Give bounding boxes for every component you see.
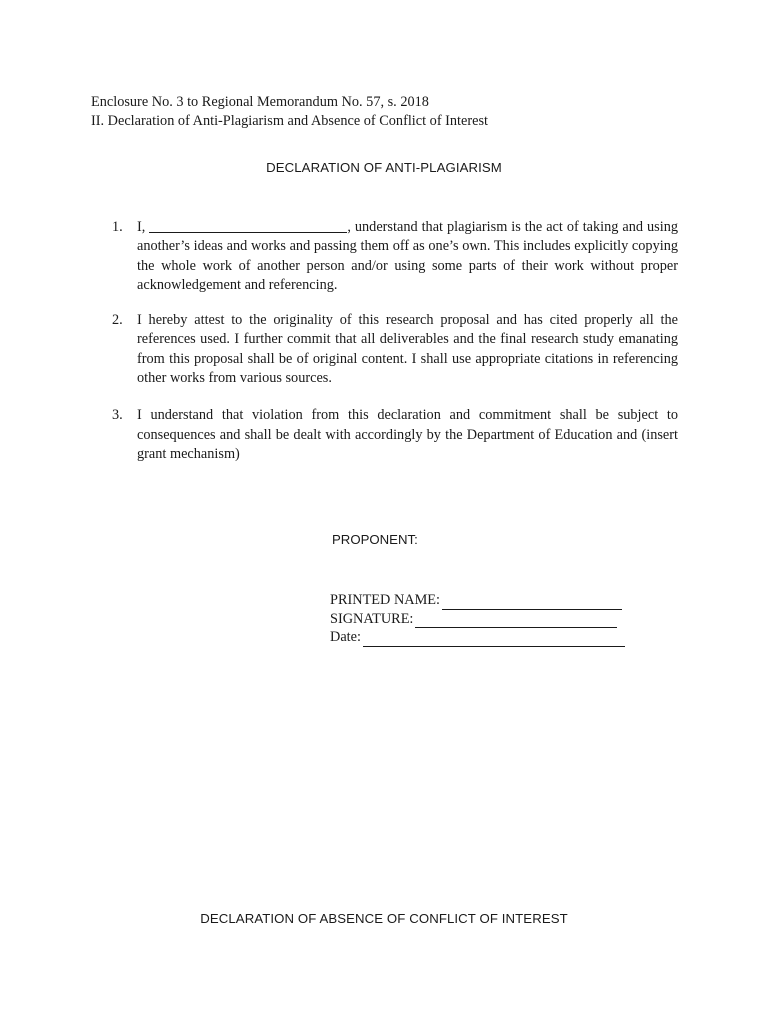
anti-plagiarism-title: DECLARATION OF ANTI-PLAGIARISM [266,160,502,175]
section-heading: II. Declaration of Anti-Plagiarism and Absence of Conflict of Interest [91,113,489,129]
date-row [330,628,625,647]
item-number: 1. [112,219,123,235]
name-blank-line[interactable] [149,218,347,233]
item-text: I understand that violation from this declaration and commitment shall be subject to consequences and shall be dealt with accordingly by the Department of Education and (insert grant mechanism) [137,407,678,462]
date-line[interactable] [363,633,625,647]
signature-line[interactable] [415,614,617,628]
item-text: I hereby attest to the originality of this research proposal and has cited properly all the references used. I further commit that all deliverables and the final research study emanating from this proposal shall be of original content. I shall use appropriate citations in referencing other works from various sources. [137,312,678,387]
signature-label: SIGNATURE: [330,610,414,627]
item-prefix: I, [137,219,146,235]
item-text: , understand that plagiarism is the act of taking and using another’s ideas and works and passing them off as one’s own. This includes explicitly copying the whole work of another person and/or using some parts of their work without proper acknowledgement and referencing. [137,219,678,293]
declaration-item-2 [112,311,678,388]
declaration-list [112,218,678,480]
declaration-item-1 [112,218,678,295]
date-label: Date: [330,629,361,645]
conflict-of-interest-title: DECLARATION OF ABSENCE OF CONFLICT OF INTEREST [200,911,568,926]
signature-block [330,591,625,647]
proponent-label: PROPONENT: [332,532,418,547]
document-header [91,93,488,131]
printed-name-label: PRINTED NAME: [330,592,441,608]
printed-name-line[interactable] [442,596,622,610]
enclosure-reference: Enclosure No. 3 to Regional Memorandum No. 57, s. 2018 [91,94,429,110]
declaration-item-3 [112,406,678,464]
printed-name-row [330,591,625,610]
signature-row [330,610,625,629]
item-number: 2. [112,312,123,329]
item-number: 3. [112,407,123,424]
